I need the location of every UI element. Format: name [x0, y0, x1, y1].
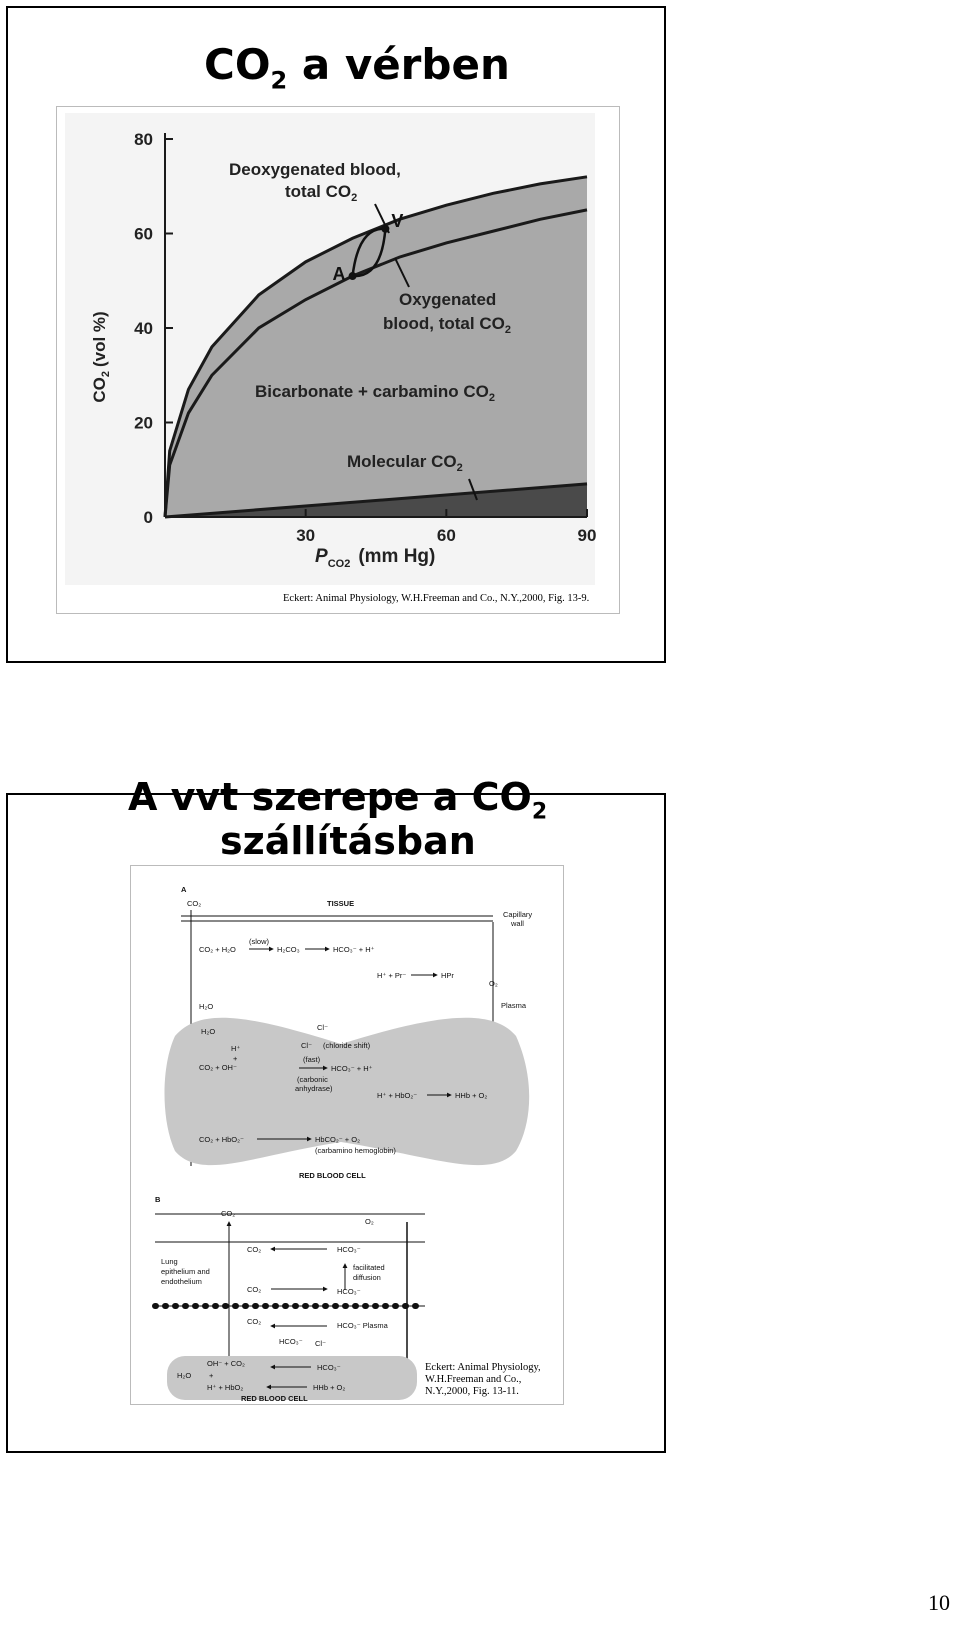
diffusion-label: diffusion — [353, 1273, 381, 1282]
co2-hbo2-label: CO₂ + HbO₂⁻ — [199, 1135, 244, 1144]
o2-label: O₂ — [489, 979, 498, 988]
rbc-label-b: RED BLOOD CELL — [241, 1394, 308, 1403]
title-text: CO — [204, 40, 271, 89]
x-tick-label: 90 — [577, 526, 597, 545]
y-tick-label: 0 — [143, 508, 153, 527]
rbc-diagram — [131, 866, 563, 1404]
title-subscript: 2 — [270, 66, 288, 95]
anhydrase-label: anhydrase) — [295, 1084, 333, 1093]
h2o-label: H₂O — [199, 1002, 214, 1011]
hco3-c-label: HCO₃⁻ — [279, 1337, 303, 1346]
hhb-o2-label: HHb + O₂ — [455, 1091, 488, 1100]
slide2-title-line1 — [128, 775, 547, 825]
fast-label: (fast) — [303, 1055, 321, 1064]
h2o-in-label: H₂O — [201, 1027, 216, 1036]
carbonic-label: (carbonic — [297, 1075, 328, 1084]
panel-a-co2: CO₂ — [187, 899, 202, 908]
lung-label-3: endothelium — [161, 1277, 202, 1286]
figure-caption: Eckert: Animal Physiology, W.H.Freeman and Co., N.Y.,2000, Fig. 13-9. — [283, 593, 590, 604]
tissue-label: TISSUE — [327, 899, 355, 908]
co2-chart — [57, 107, 619, 613]
lung-label-1: Lung — [161, 1257, 178, 1266]
chloride-shift-label: (chloride shift) — [323, 1041, 371, 1050]
x-tick-label: 60 — [436, 526, 456, 545]
capillary-label: Capillary — [503, 910, 533, 919]
hco3-b-label: HCO₃⁻ — [337, 1287, 361, 1296]
co2-b-label: CO₂ — [247, 1285, 262, 1294]
cl-out-label: Cl⁻ — [317, 1023, 329, 1032]
h2co3-label: H₂CO₃ — [277, 945, 300, 954]
hco3-d-label: HCO₃⁻ — [317, 1363, 341, 1372]
point-a — [349, 272, 357, 280]
co2-c-label: CO₂ — [247, 1317, 262, 1326]
buffer-label: H⁺ + Pr⁻ — [377, 971, 407, 980]
reaction-co2-h2o: CO₂ + H₂O — [199, 945, 236, 954]
point-label-v: V — [391, 210, 404, 231]
oh-co2-label: OH⁻ + CO₂ — [207, 1359, 245, 1368]
slide2-title-line2: szállításban — [220, 819, 476, 863]
carbamino-label: (carbamino hemoglobin) — [315, 1146, 396, 1155]
hbco2-o2-label: HbCO₂⁻ + O₂ — [315, 1135, 360, 1144]
title-subscript: 2 — [531, 799, 548, 825]
x-tick-label: 30 — [296, 526, 316, 545]
figure-co2-dissociation — [56, 106, 620, 614]
capillary-wall-label: wall — [511, 919, 524, 928]
hhb-o2-b-label: HHb + O₂ — [313, 1383, 346, 1392]
hco3-h-label: HCO₃⁻ + H⁺ — [333, 945, 375, 954]
panel-b-label: B — [155, 1195, 161, 1204]
cl-b-label: Cl⁻ — [315, 1339, 327, 1348]
facilitated-label: facilitated — [353, 1263, 385, 1272]
h2o-b-label: H₂O — [177, 1371, 192, 1380]
label-oxygenated: Oxygenated blood, total $CO_2$ — [383, 290, 511, 336]
point-label-a: A — [332, 264, 346, 285]
slide-co2-in-blood — [6, 6, 666, 663]
caption-line-3: N.Y.,2000, Fig. 13-11. — [425, 1386, 519, 1397]
cl-in-label: Cl⁻ — [301, 1041, 313, 1050]
y-tick-label: 80 — [134, 130, 153, 149]
co2-a-label: CO₂ — [247, 1245, 262, 1254]
y-tick-label: 40 — [134, 319, 153, 338]
slow-label: (slow) — [249, 937, 269, 946]
hpr-label: HPr — [441, 971, 454, 980]
label-deoxygenated: Deoxygenated blood, total $CO_2$ — [229, 160, 401, 204]
o2-top-b: O₂ — [365, 1217, 374, 1226]
label-bicarbonate: Bicarbonate + carbamino $CO_2$ — [255, 382, 495, 404]
figure-rbc-transport — [130, 865, 564, 1405]
plus-b-label: + — [209, 1371, 214, 1380]
title-text: A vvt szerepe a CO — [128, 775, 532, 819]
panel-a-label: A — [181, 885, 187, 894]
label-molecular: Molecular $CO_2$ — [347, 452, 463, 474]
hco3-plasma-label: HCO₃⁻ Plasma — [337, 1321, 388, 1330]
caption-line-1: Eckert: Animal Physiology, — [425, 1362, 541, 1373]
y-axis-label — [90, 311, 112, 402]
caption-line-2: W.H.Freeman and Co., — [425, 1374, 522, 1385]
y-tick-label: 20 — [134, 413, 153, 433]
title-text-rest: a vérben — [287, 40, 510, 89]
co2-oh-label: CO₂ + OH⁻ — [199, 1063, 237, 1072]
plasma-label: Plasma — [501, 1001, 527, 1010]
x-axis-label: $P_{CO2}$ (mm Hg) — [315, 546, 436, 570]
hco3-a-label: HCO₃⁻ — [337, 1245, 361, 1254]
plus-label: + — [233, 1054, 238, 1063]
y-tick-label: 60 — [134, 224, 153, 244]
co2-top-b: CO₂ — [221, 1209, 236, 1218]
slide1-title — [204, 40, 510, 94]
h-hbo2-label: H⁺ + HbO₂⁻ — [377, 1091, 418, 1100]
svg-text:CO2(vol %): $CO_2(vol$ %) — [90, 311, 112, 403]
h-plus-label: H⁺ — [231, 1044, 241, 1053]
page-number: 10 — [928, 1590, 950, 1615]
rbc-label-a: RED BLOOD CELL — [299, 1171, 366, 1180]
figure-caption-2 — [425, 1362, 541, 1398]
slide-rbc-co2-transport — [6, 775, 666, 1453]
hco3-h2-label: HCO₃⁻ + H⁺ — [331, 1064, 373, 1073]
h-hbo2-b-label: H⁺ + HbO₂ — [207, 1383, 244, 1392]
lung-label-2: epithelium and — [161, 1267, 210, 1276]
